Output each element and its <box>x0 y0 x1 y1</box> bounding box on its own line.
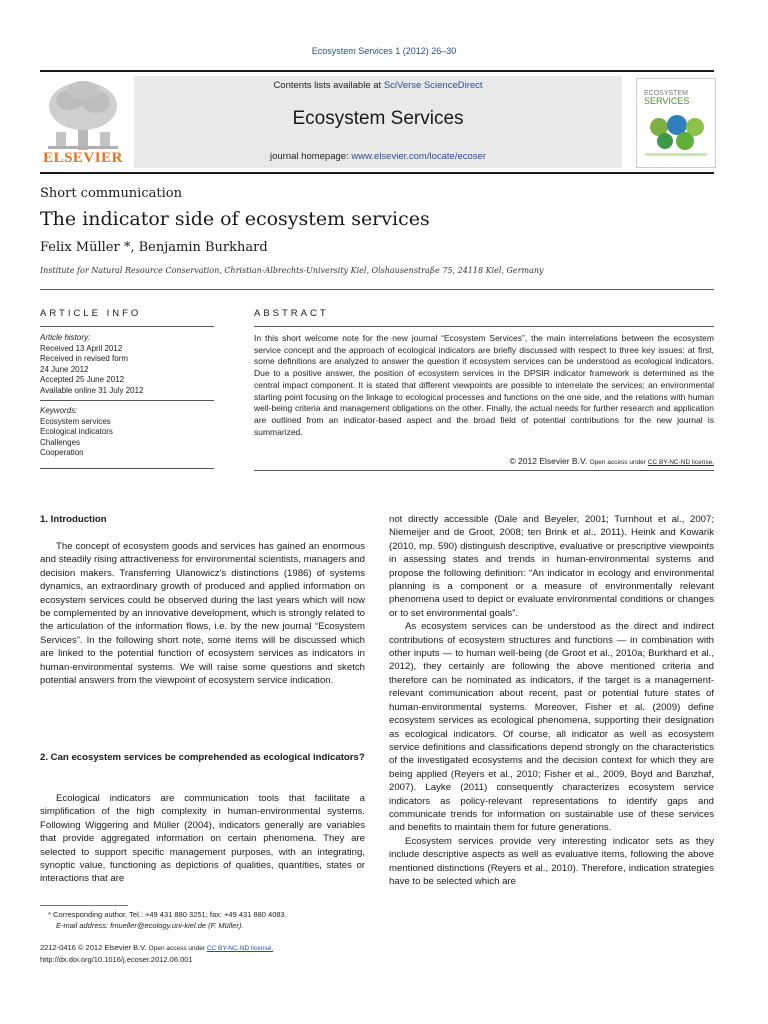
footnotes <box>48 909 378 931</box>
info-bottom-rule <box>40 468 214 469</box>
copyright-text: © 2012 Elsevier B.V. <box>509 456 588 466</box>
homepage-line <box>134 151 622 162</box>
doi-link[interactable]: http://dx.doi.org/10.1016/j.ecoser.2012.06.001 <box>40 955 193 964</box>
article-history <box>40 333 220 396</box>
keywords-block <box>40 406 220 459</box>
footnote-rule <box>40 905 128 906</box>
history-item: Accepted 25 June 2012 <box>40 375 125 384</box>
cover-title <box>644 90 710 106</box>
paragraph: The concept of ecosystem goods and services has gained an enormous and steadily rising attractiveness for environmental scientists, managers and decision makers. Transferring Ulanowicz's distinctions (1986) of systems dynamics, an extraordinary growth of produced and applied information on ecosystem services could be observed during the last years which will now be complemented by an innovative development, which is strongly related to the articulation of the information flows, i.e. by the new journal “Ecosystem Services”. In the following short note, some items will be discussed which are linked to the potential function of ecosystem services as indicators in human-environmental systems. We will raise some questions and sketch potential answers from the viewpoint of ecosystem service indication. <box>40 541 365 687</box>
right-column-body <box>389 513 714 888</box>
keyword-item[interactable]: Ecological indicators <box>40 427 113 436</box>
sciencedirect-link[interactable]: SciVerse ScienceDirect <box>383 80 483 91</box>
keyword-item[interactable]: Ecosystem services <box>40 416 111 426</box>
issn-line <box>40 942 370 954</box>
issn-doi <box>40 942 370 965</box>
history-item: Available online 31 July 2012 <box>40 385 144 395</box>
license-link[interactable]: CC BY-NC-ND license. <box>647 459 714 466</box>
issn-license-link[interactable]: CC BY-NC-ND license. <box>206 945 274 952</box>
section-2-heading: 2. Can ecosystem services be comprehended as ecological indicators? <box>40 752 365 763</box>
paragraph: Ecological indicators are communication tools that facilitate a simplification of the high complexity in human-environmental systems. Following Wiggering and Müller (2004), indicators generally are variables that provide aggregated information on certain phenomena. They are selected to support specific management purposes, with an integrating, synoptic value, functioning as depictions of qualities, quantities, states or interactions that are <box>40 793 365 885</box>
article-type: Short communication <box>40 186 182 201</box>
cover-title-line-2: SERVICES <box>644 96 690 106</box>
contents-prefix: Contents lists available at <box>273 80 384 91</box>
abstract-heading: ABSTRACT <box>254 308 329 319</box>
keyword-item[interactable]: Challenges <box>40 437 81 447</box>
contents-line <box>134 80 622 91</box>
issn-oa-prefix: Open access under <box>148 945 207 952</box>
elsevier-wordmark: ELSEVIER <box>43 150 123 166</box>
issn-text: 2212-0416 © 2012 Elsevier B.V. <box>40 943 147 952</box>
corresponding-author-note: * Corresponding author. Tel.: +49 431 880 3251; fax: +49 431 880 4083. <box>48 910 287 919</box>
abstract-bottom-rule <box>254 470 714 471</box>
header-top-rule <box>40 70 714 72</box>
paragraph: Ecosystem services provide very interesting indicator sets as they include descriptive aspects as well as evaluative items, following the above mentioned distinctions (Reyers et al., 2010). Therefore, indication strategies have to be selected which are <box>389 835 714 887</box>
homepage-link[interactable]: www.elsevier.com/locate/ecoser <box>351 151 486 162</box>
history-item: Received in revised form <box>40 354 129 363</box>
homepage-prefix: journal homepage: <box>270 151 352 162</box>
abstract-text: In this short welcome note for the new journal “Ecosystem Services”, the main interrelations between the ecosystem service concept and the approach of ecological indicators are briefly discussed with respect to three key issues: at first, some definitions are analyzed to answer the question if ecosystem services can be understood as ecological indicators. Due to a positive answer, the position of ecosystem services in the DPSIR indicator framework is determined as the central impact component. It is stated that different viewpoints are possible to interrelate the services; an environmental starting point focusing on the linkage to ecological processes and functions on the one side, and the relations with human well-being criteria and management obligations on the other. Finally, the actual needs for further research and application are outlined from an indicator-based aspect and the broad field of potential contributions for the new journal is summarized. <box>254 333 714 437</box>
article-affiliation: Institute for Natural Resource Conservation, Christian-Albrechts-University Kiel, Olshausenstraße 75, 24118 Kiel, Germany <box>40 266 544 275</box>
article-authors: Felix Müller *, Benjamin Burkhard <box>40 240 268 255</box>
abstract-rule <box>254 326 714 327</box>
header-bottom-rule <box>40 172 714 174</box>
section-2-body <box>40 792 365 886</box>
cover-title-line-1: ECOSYSTEM <box>644 90 688 97</box>
keyword-item[interactable]: Cooperation <box>40 448 84 457</box>
paragraph: not directly accessible (Dale and Beyeler, 2001; Turnhout et al., 2007; Niemeijer and de Groot, 2008; ten Brink et al., 2011). Heink and Kowarik (2010, mp. 590) distinguish descriptive, evaluative or prescriptive viewpoints in assessing states and trends in human-environmental systems and propose the following definition: “An indicator in ecology and environmental planning is a component or a measure of environmentally relevant phenomena used to depict or evaluate environmental conditions or changes or to set environmental goals”. <box>389 514 714 619</box>
email-note[interactable]: E-mail address: fmueller@ecology.uni-kiel.de (F. Müller). <box>56 921 244 930</box>
journal-title: Ecosystem Services <box>292 108 464 129</box>
history-item: Received 13 April 2012 <box>40 343 123 353</box>
journal-citation[interactable]: Ecosystem Services 1 (2012) 26–30 <box>311 46 457 56</box>
article-title: The indicator side of ecosystem services <box>40 208 430 230</box>
history-label: Article history: <box>40 333 91 342</box>
keywords-label: Keywords: <box>40 406 78 415</box>
section-1-heading: 1. Introduction <box>40 514 107 525</box>
history-item: 24 June 2012 <box>40 364 89 374</box>
abstract-copyright <box>254 456 714 466</box>
paragraph: As ecosystem services can be understood as the direct and indirect contributions of ecosystem structures and functions — in combination with other inputs — to human well-being (de Groot et al., 2010a; Burkhard et al., 2012), they certainly are following the above mentioned criteria and therefore can be nominated as indicators, if the target is a management-relevant communication about recent, past or potential future states of human-environmental systems. Moreover, Fisher et al. (2009) define ecosystem services as ecological phenomena, supporting their designation as ecological indicators. Of course, all indicator as well as ecosystem service definitions and classifications depend strongly on the characteristics of the investigated ecosystems and the decision context for which they are being applied (Reyers et al., 2010; Fisher et al., 2009, Boyd and Banzhaf, 2007). Layke (2011) consequently characterizes ecosystem service indicators as policy-relevant representations to identify gaps and communicate trends for information on sustainable use of these services and benefits to maintain them for future generations. <box>389 621 714 834</box>
article-info-rule <box>40 326 214 327</box>
title-divider <box>40 289 714 290</box>
keywords-rule <box>40 400 214 401</box>
section-1-body <box>40 540 365 687</box>
open-access-prefix: Open access under <box>589 459 648 466</box>
article-info-heading: ARTICLE INFO <box>40 308 142 319</box>
